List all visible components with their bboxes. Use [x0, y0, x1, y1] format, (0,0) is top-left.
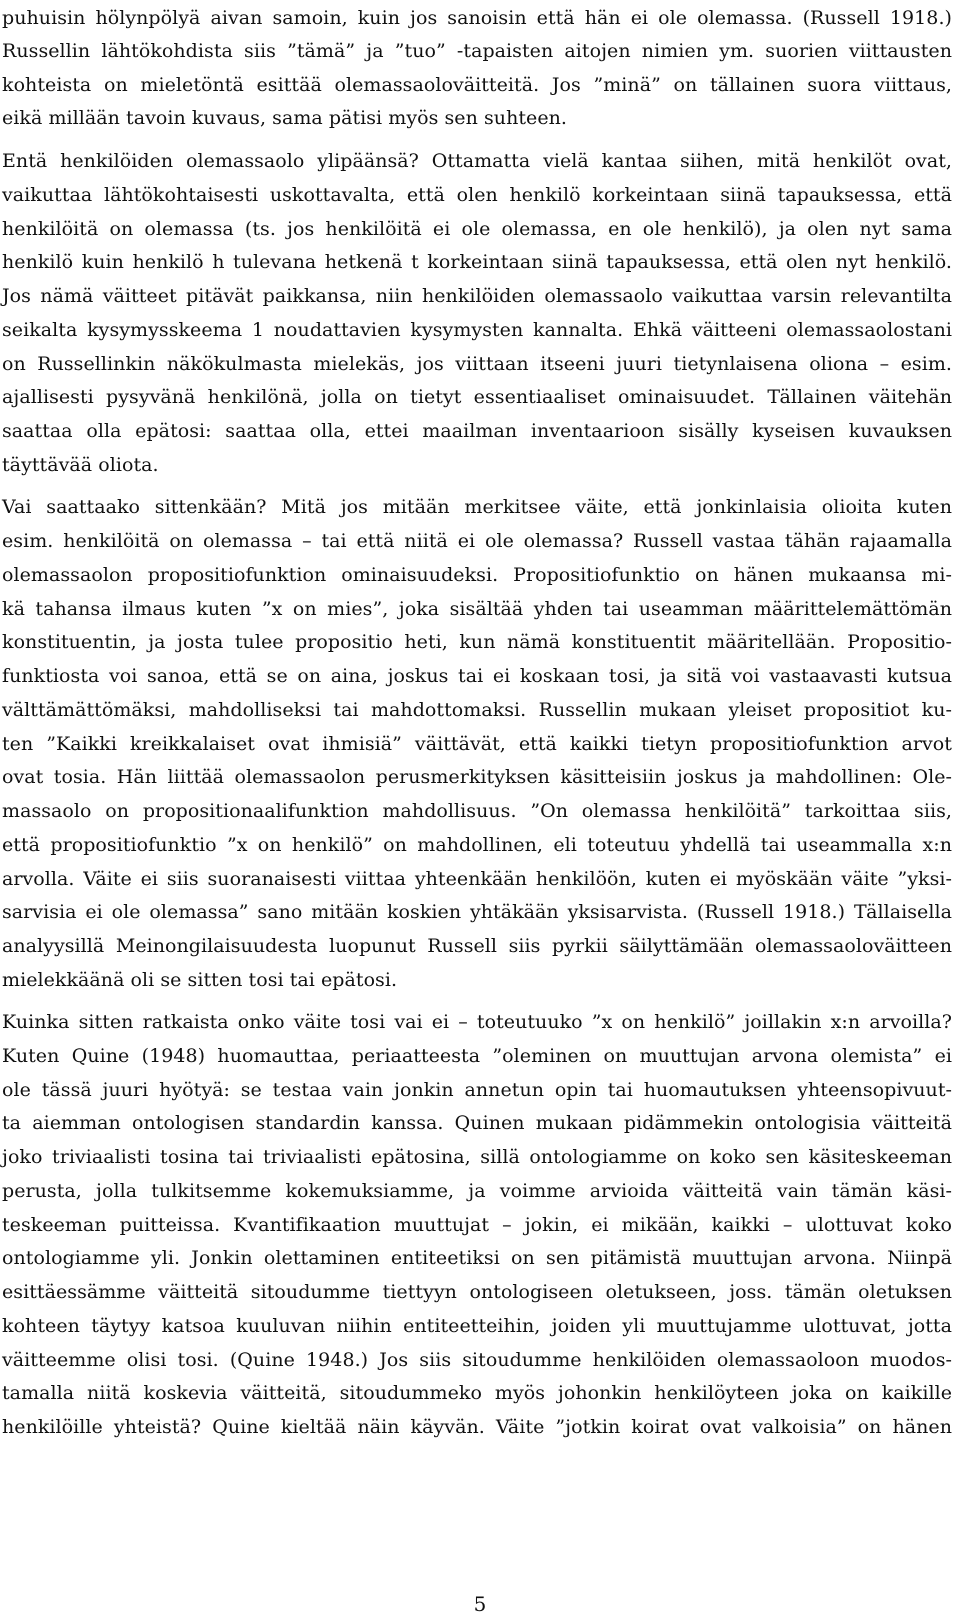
text-line: perusta, jolla tulkitsemme kokemuksiamme, ja voimme arvioida väitteitä vain tämän käsi-	[2, 1180, 952, 1202]
text-line: joko triviaalisti tosina tai triviaalisti epätosina, sillä ontologiamme on koko sen käsiteskeeman	[2, 1146, 952, 1168]
text-line: henkilöille yhteistä? Quine kieltää näin käyvän. Väite ”jotkin koirat ovat valkoisia” on hänen	[2, 1416, 952, 1438]
text-line: ajallisesti pysyvänä henkilönä, jolla on tietyt essentiaaliset ominaisuudet. Tällainen väitehän	[2, 386, 952, 408]
text-line: ta aiemman ontologisen standardin kanssa. Quinen mukaan pidämmekin ontologisia väitteitä	[2, 1112, 952, 1134]
text-line: kohteen täytyy katsoa kuuluvan niihin entiteetteihin, joiden yli muuttujamme ulottuvat, jotta	[2, 1315, 952, 1337]
text-line: henkilöitä on olemassa (ts. jos henkilöitä ei ole olemassa, en ole henkilö), ja olen nyt sama	[2, 218, 952, 240]
text-line: ontologiamme yli. Jonkin olettaminen entiteetiksi on sen pitämistä muuttujan arvona. Niinpä	[2, 1247, 952, 1269]
text-line: saattaa olla epätosi: saattaa olla, ettei maailman inventaarioon sisälly kyseisen kuvauksen	[2, 420, 952, 442]
text-line: arvolla. Väite ei siis suoranaisesti viittaa yhteenkään henkilöön, kuten ei myöskään väite ”yksi-	[2, 868, 952, 890]
text-line: konstituentin, ja josta tulee propositio heti, kun nämä konstituentit määritellään. Propositio-	[2, 631, 952, 653]
page-number: 5	[473, 1592, 487, 1616]
text-line: teskeeman puitteissa. Kvantifikaation muuttujat – jokin, ei mikään, kaikki – ulottuvat koko	[2, 1214, 952, 1236]
text-line: ole tässä juuri hyötyä: se testaa vain jonkin annetun opin tai huomautuksen yhteensopivuut-	[2, 1079, 952, 1101]
text-line: Kuten Quine (1948) huomauttaa, periaatteesta ”oleminen on muuttujan arvona olemista” ei	[2, 1045, 952, 1067]
text-line: olemassaolon propositiofunktion ominaisuudeksi. Propositiofunktio on hänen mukaansa mi-	[2, 564, 952, 586]
text-line: täyttävää oliota.	[2, 454, 159, 476]
text-line: massaolo on propositionaalifunktion mahdollisuus. ”On olemassa henkilöitä” tarkoittaa siis,	[2, 800, 952, 822]
text-line: välttämättömäksi, mahdolliseksi tai mahdottomaksi. Russellin mukaan yleiset propositiot ku-	[2, 699, 952, 721]
text-line: esim. henkilöitä on olemassa – tai että niitä ei ole olemassa? Russell vastaa tähän rajaamalla	[2, 530, 952, 552]
text-line: funktiosta voi sanoa, että se on aina, joskus tai ei koskaan tosi, ja sitä voi vastaavasti kutsua	[2, 665, 952, 687]
text-line: Kuinka sitten ratkaista onko väite tosi vai ei – toteutuuko ”x on henkilö” joillakin x:n arvoilla?	[2, 1011, 952, 1033]
text-line: mielekkäänä oli se sitten tosi tai epätosi.	[2, 969, 398, 991]
text-line: henkilö kuin henkilö h tulevana hetkenä t korkeintaan siinä tapauksessa, että olen nyt henkilö.	[2, 251, 952, 273]
text-line: analyysillä Meinongilaisuudesta luopunut Russell siis pyrkii säilyttämään olemassaoloväitteen	[2, 935, 952, 957]
text-line: kä tahansa ilmaus kuten ”x on mies”, joka sisältää yhden tai useamman määrittelemättömän	[2, 598, 952, 620]
text-line: sarvisia ei ole olemassa” sano mitään koskien yhtäkään yksisarvista. (Russell 1918.) Tällaisella	[2, 901, 952, 923]
text-line: että propositiofunktio ”x on henkilö” on mahdollinen, eli toteutuu yhdellä tai useammalla x:n	[2, 834, 952, 856]
text-line: puhuisin hölynpölyä aivan samoin, kuin jos sanoisin että hän ei ole olemassa. (Russell 1918.)	[2, 7, 952, 29]
text-line: ten ”Kaikki kreikkalaiset ovat ihmisiä” väittävät, että kaikki tietyn propositiofunktion arvot	[2, 733, 952, 755]
text-line: Jos nämä väitteet pitävät paikkansa, niin henkilöiden olemassaolo vaikuttaa varsin relevantilta	[2, 285, 952, 307]
text-line: Entä henkilöiden olemassaolo ylipäänsä? Ottamatta vielä kantaa siihen, mitä henkilöt ovat,	[2, 150, 952, 172]
text-line: esittäessämme väitteitä sitoudumme tiettyyn ontologiseen oletukseen, joss. tämän oletuksen	[2, 1281, 952, 1303]
text-line: Russellin lähtökohdista siis ”tämä” ja ”tuo” -tapaisten aitojen nimien ym. suorien viittausten	[2, 40, 952, 62]
text-line: vaikuttaa lähtökohtaisesti uskottavalta, että olen henkilö korkeintaan siinä tapauksessa, että	[2, 184, 952, 206]
text-line: väitteemme olisi tosi. (Quine 1948.) Jos siis sitoudumme henkilöiden olemassaoloon muodos-	[2, 1349, 952, 1371]
text-line: eikä millään tavoin kuvaus, sama pätisi myös sen suhteen.	[2, 107, 568, 129]
text-line: on Russellinkin näkökulmasta mielekäs, jos viittaan itseeni juuri tietynlaisena oliona – esim.	[2, 353, 952, 375]
text-line: tamalla niitä koskevia väitteitä, sitoudummeko myös johonkin henkilöyteen joka on kaikille	[2, 1382, 952, 1404]
text-line: seikalta kysymysskeema 1 noudattavien kysymysten kannalta. Ehkä väitteeni olemassaolostani	[2, 319, 952, 341]
text-line: kohteista on mieletöntä esittää olemassaoloväitteitä. Jos ”minä” on tällainen suora viittaus,	[2, 74, 952, 96]
text-line: Vai saattaako sittenkään? Mitä jos mitään merkitsee väite, että jonkinlaisia olioita kuten	[2, 496, 952, 518]
text-line: ovat tosia. Hän liittää olemassaolon perusmerkityksen käsitteisiin joskus ja mahdollinen: Ole-	[2, 766, 952, 788]
